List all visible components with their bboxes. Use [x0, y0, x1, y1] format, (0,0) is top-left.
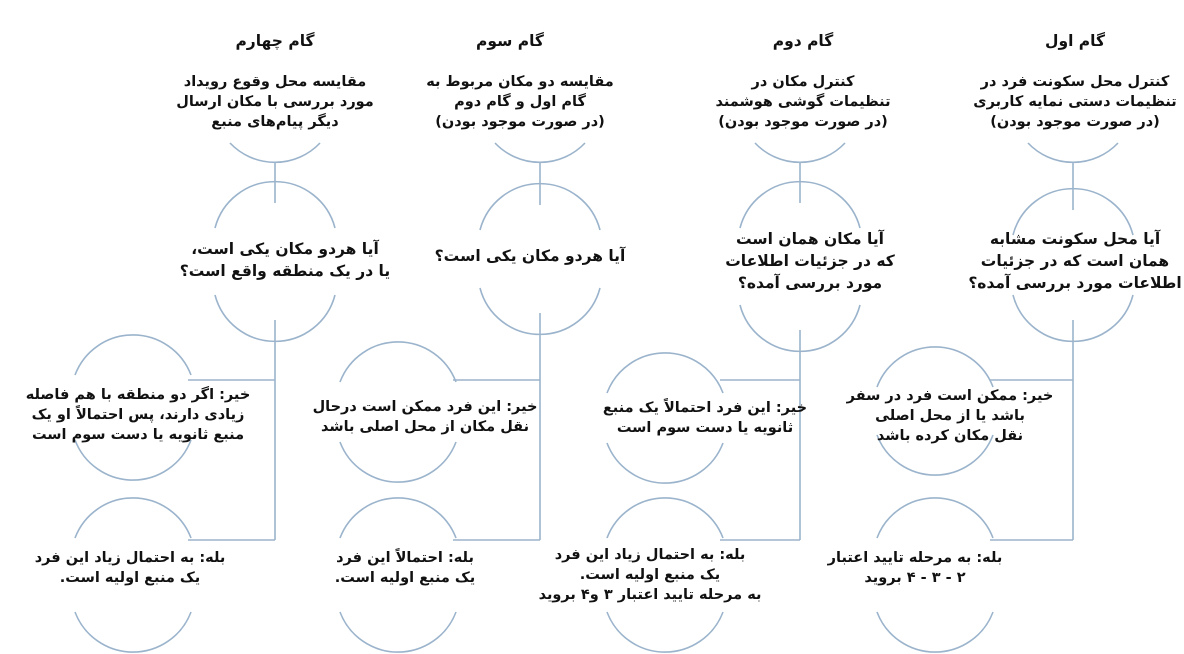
step-4-task-arc [230, 143, 320, 162]
step-4-no-outcome: خیر: اگر دو منطقه با هم فاصله زیادی دارند، پس احتمالاً او یک منبع ثانویه یا دست سوم است [25, 387, 251, 443]
step-3-title: گام سوم [476, 32, 544, 50]
step-3-yes-arc-bottom [340, 612, 456, 652]
step-3-yes-arc-top [340, 498, 456, 538]
step-2-yes-arc-bottom [607, 612, 723, 652]
step-2-task-arc [755, 143, 845, 162]
step-2-no-outcome: خیر: این فرد احتمالاً یک منبع ثانویه یا دست سوم است [602, 400, 808, 436]
step-3-no-outcome: خیر: این فرد ممکن است درحال نقل مکان از محل اصلی باشد [312, 399, 538, 435]
step-3-yes-outcome: بله: احتمالاً این فرد یک منبع اولیه است. [334, 550, 476, 586]
step-4-yes-arc-bottom [75, 612, 191, 652]
step-3-task: مقایسه دو مکان مربوط به گام اول و گام دوم (در صورت موجود بودن) [426, 74, 614, 130]
step-2-no-arc-bottom [607, 443, 723, 483]
step-4-task: مقایسه محل وقوع رویداد مورد بررسی با مکان ارسال دیگر پیام‌های منبع [176, 74, 374, 130]
step-4-yes-outcome: بله: به احتمال زیاد این فرد یک منبع اولیه است. [34, 550, 226, 586]
step-2-yes-outcome: بله: به احتمال زیاد این فرد یک منبع اولیه است. به مرحله تایید اعتبار ۳ و۴ بروید [538, 547, 762, 603]
step-2-no-arc-top [607, 353, 723, 393]
step-4-question: آیا هردو مکان یکی است، یا در یک منطقه واقع است؟ [179, 240, 391, 280]
step-4-title: گام چهارم [235, 32, 315, 50]
step-3-no-arc-bottom [340, 442, 456, 482]
step-3-task-arc [495, 143, 585, 162]
step-3-no-arc-top [340, 342, 456, 382]
step-1-no-outcome: خیر: ممکن است فرد در سفر باشد یا از محل اصلی نقل مکان کرده باشد [846, 388, 1054, 444]
step-1-yes-outcome: بله: به مرحله تایید اعتبار ۲ - ۳ - ۴ بروید [827, 550, 1003, 586]
step-2-question: آیا مکان همان است که در جزئیات اطلاعات مورد بررسی آمده؟ [725, 230, 895, 292]
step-1-task: کنترل محل سکونت فرد در تنظیمات دستی نمایه کاربری (در صورت موجود بودن) [973, 74, 1177, 130]
step-1-no-arc-top [877, 347, 993, 387]
step-1-question: آیا محل سکونت مشابه همان است که در جزئیات اطلاعات مورد بررسی آمده؟ [968, 230, 1182, 292]
step-4-no-arc-bottom [75, 440, 191, 480]
step-1-task-arc [1028, 143, 1118, 162]
step-4-no-arc-top [75, 335, 191, 375]
step-3-question: آیا هردو مکان یکی است؟ [434, 247, 626, 265]
step-2-task: کنترل مکان در تنظیمات گوشی هوشمند (در صورت موجود بودن) [715, 74, 891, 130]
step-1-title: گام اول [1045, 32, 1105, 50]
step-4-yes-arc-top [75, 498, 191, 538]
step-2-title: گام دوم [772, 32, 834, 50]
step-2-yes-arc-top [607, 498, 723, 538]
step-1-yes-arc-top [877, 498, 993, 538]
step-1-yes-arc-bottom [877, 612, 993, 652]
